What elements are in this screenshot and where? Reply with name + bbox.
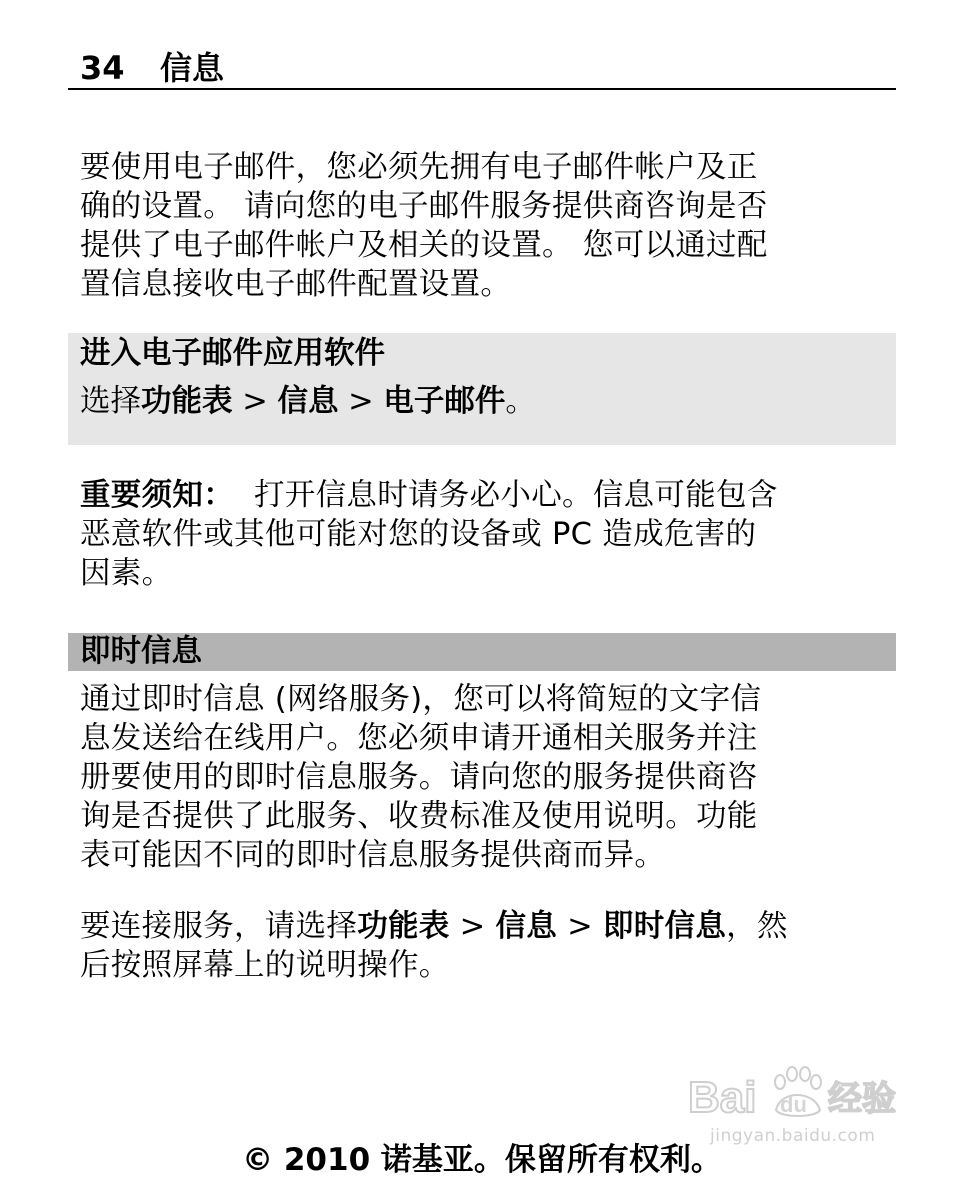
- baidu-watermark: [688, 1060, 908, 1150]
- email-label: 电子邮件: [383, 384, 506, 419]
- path-separator: >: [232, 384, 278, 419]
- im-label: 即时信息: [602, 909, 727, 944]
- email-access-heading: 进入电子邮件应用软件: [80, 336, 385, 371]
- svg-text:Bai: Bai: [688, 1073, 757, 1120]
- menu-label: 功能表: [141, 384, 233, 419]
- intro-line: 置信息接收电子邮件配置设置。: [80, 267, 512, 302]
- connect-suffix: ，然: [726, 909, 788, 944]
- path-end: 。: [505, 384, 536, 419]
- connect-prefix: 要连接服务，请选择: [80, 909, 358, 944]
- im-section-title: 即时信息: [80, 634, 202, 669]
- chapter-title: 信息: [160, 49, 225, 87]
- notice-line: [80, 476, 888, 515]
- svg-text:du: du: [780, 1092, 807, 1117]
- notice-text: 打开信息时请务必小心。信息可能包含: [234, 478, 778, 513]
- intro-line: 确的设置。 请向您的电子邮件服务提供商咨询是否: [80, 189, 768, 224]
- baidu-jingyan-logo: [688, 1060, 908, 1120]
- header-divider: [68, 88, 896, 90]
- path-separator: >: [557, 909, 603, 944]
- email-access-path: [80, 382, 536, 422]
- messages-label: 信息: [277, 384, 339, 419]
- intro-paragraph: [80, 148, 888, 304]
- svg-text:经验: 经验: [828, 1079, 896, 1119]
- notice-line: 恶意软件或其他可能对您的设备或 PC 造成危害的: [80, 517, 757, 552]
- connect-line: [80, 907, 888, 946]
- im-line: 息发送给在线用户。您必须申请开通相关服务并注: [80, 721, 758, 756]
- notice-line: 因素。: [80, 556, 173, 591]
- notice-label: 重要须知：: [80, 478, 234, 513]
- im-connect-instructions: [80, 907, 888, 985]
- im-line: 表可能因不同的即时信息服务提供商而异。: [80, 838, 666, 873]
- copyright-footer: © 2010 诺基亚。保留所有权利。: [242, 1142, 722, 1178]
- path-separator: >: [449, 909, 496, 944]
- im-description: [80, 680, 888, 875]
- im-line: 询是否提供了此服务、收费标准及使用说明。功能: [80, 799, 758, 834]
- page-header: [80, 48, 224, 88]
- intro-line: 要使用电子邮件，您必须先拥有电子邮件帐户及正: [80, 150, 758, 185]
- intro-line: 提供了电子邮件帐户及相关的设置。 您可以通过配: [80, 228, 768, 263]
- page-number: 34: [80, 49, 125, 87]
- path-separator: >: [338, 384, 384, 419]
- im-line: 册要使用的即时信息服务。请向您的服务提供商咨: [80, 760, 758, 795]
- messages-label: 信息: [495, 909, 558, 944]
- path-prefix: 选择: [80, 384, 141, 419]
- important-notice: [80, 476, 888, 593]
- watermark-url: jingyan.baidu.com: [710, 1126, 876, 1146]
- menu-label: 功能表: [357, 909, 450, 944]
- im-line: 通过即时信息 (网络服务)，您可以将简短的文字信: [80, 682, 762, 717]
- connect-line: 后按照屏幕上的说明操作。: [80, 948, 450, 983]
